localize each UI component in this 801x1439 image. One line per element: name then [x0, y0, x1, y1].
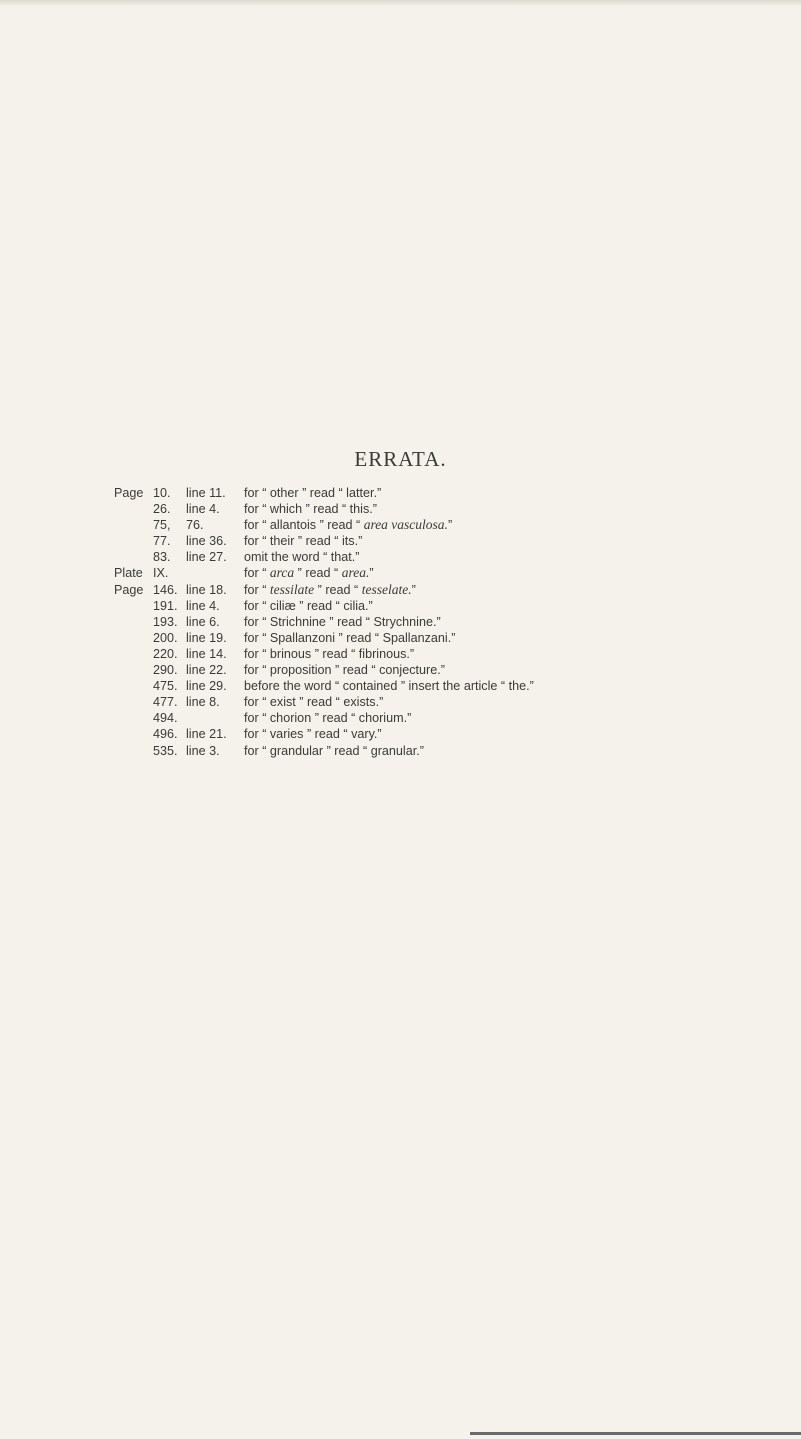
entry-line: line 18. — [186, 582, 227, 597]
entry-line: line 4. — [186, 598, 220, 613]
entry-italic-term: area. — [341, 565, 370, 581]
entry-correction — [244, 517, 452, 533]
entry-correction — [244, 630, 455, 646]
entry-correction — [244, 582, 416, 598]
entry-line: line 4. — [186, 502, 220, 517]
entry-label: Page — [114, 582, 144, 597]
entry-correction — [244, 694, 383, 710]
errata-row — [114, 582, 534, 598]
errata-row — [114, 598, 534, 614]
entry-label: Plate — [114, 566, 143, 581]
entry-page: 477. — [153, 695, 178, 710]
entry-italic-term: tesselate. — [361, 581, 412, 597]
entry-text: for “ varies ” read “ vary.” — [244, 727, 382, 742]
entry-label — [114, 710, 153, 726]
errata-row — [114, 533, 534, 549]
errata-row — [114, 646, 534, 662]
entry-label — [114, 549, 153, 565]
entry-text: for “ chorion ” read “ chorium.” — [244, 711, 412, 726]
entry-text: for “ Spallanzoni ” read “ Spallanzani.” — [244, 630, 456, 645]
entry-label — [114, 630, 153, 646]
entry-line: line 6. — [186, 614, 220, 629]
entry-page: IX. — [153, 566, 169, 581]
errata-row — [114, 549, 534, 565]
entry-correction — [244, 501, 377, 517]
entry-page: 191. — [153, 598, 178, 613]
entry-text: for “ grandular ” read “ granular.” — [244, 743, 424, 758]
entry-correction — [244, 662, 445, 678]
bottom-rule — [470, 1432, 801, 1435]
page-top-edge — [0, 0, 801, 6]
entry-line: line 3. — [186, 743, 220, 758]
errata-row — [114, 710, 534, 726]
errata-row — [114, 565, 534, 581]
entry-page: 146. — [153, 582, 178, 597]
entry-page: 83. — [153, 550, 171, 565]
entry-text: for “ ciliæ ” read “ cilia.” — [244, 598, 373, 613]
entry-line: line 14. — [186, 646, 227, 661]
entry-italic-term: area vasculosa. — [363, 517, 448, 533]
entry-page: 494. — [153, 711, 178, 726]
entry-line: line 11. — [186, 486, 226, 500]
entry-correction — [244, 485, 381, 501]
entry-label — [114, 533, 153, 549]
entry-page: 77. — [153, 534, 171, 549]
entry-label — [114, 646, 153, 662]
entry-line: line 8. — [186, 695, 220, 710]
errata-row — [114, 743, 534, 759]
entry-correction — [244, 646, 414, 662]
errata-row — [114, 614, 534, 630]
errata-row — [114, 485, 534, 501]
entry-label — [114, 743, 153, 759]
entry-text: for “ — [244, 566, 270, 581]
errata-row — [114, 501, 534, 517]
entry-text: ” read “ — [294, 566, 342, 581]
entry-label — [114, 501, 153, 517]
entry-line: 76. — [186, 518, 204, 533]
entry-correction — [244, 678, 534, 694]
entry-correction — [244, 565, 374, 581]
entry-line: line 27. — [186, 550, 227, 565]
entry-page: 496. — [153, 727, 178, 742]
entry-line: line 22. — [186, 663, 227, 678]
entry-label — [114, 517, 153, 533]
entry-correction — [244, 743, 424, 759]
errata-row — [114, 678, 534, 694]
entry-page: 10. — [153, 486, 171, 500]
entry-italic-term: tessilate — [269, 581, 315, 597]
entry-text: ” — [369, 566, 374, 581]
entry-label — [114, 694, 153, 710]
errata-row — [114, 694, 534, 710]
entry-page: 75, — [153, 518, 171, 533]
errata-row — [114, 630, 534, 646]
entry-label — [114, 598, 153, 614]
entry-text: omit the word “ that.” — [244, 550, 360, 565]
entry-text: ” read “ — [314, 582, 362, 597]
entry-page: 475. — [153, 679, 178, 694]
entry-label — [114, 662, 153, 678]
entry-text: ” — [411, 582, 416, 597]
entry-label — [114, 678, 153, 694]
entry-page: 26. — [153, 502, 171, 517]
entry-text: for “ their ” read “ its.” — [244, 534, 363, 549]
entry-correction — [244, 614, 441, 630]
entry-correction — [244, 598, 373, 614]
entry-text: for “ other ” read “ latter.” — [244, 486, 382, 500]
entry-page: 290. — [153, 663, 178, 678]
entry-text: ” — [447, 518, 453, 533]
entry-line: line 19. — [186, 630, 227, 645]
entry-label — [114, 614, 153, 630]
errata-list — [114, 485, 534, 759]
entry-label — [114, 726, 153, 742]
entry-page: 220. — [153, 646, 178, 661]
errata-row — [114, 517, 534, 533]
entry-text: for “ exist ” read “ exists.” — [244, 695, 384, 710]
entry-text: for “ — [244, 582, 270, 597]
errata-row — [114, 726, 534, 742]
entry-label: Page — [114, 486, 144, 500]
entry-text: for “ Strichnine ” read “ Strychnine.” — [244, 614, 441, 629]
page-title: ERRATA. — [354, 447, 447, 471]
entry-text: before the word “ contained ” insert the article “ the.” — [244, 679, 534, 694]
entry-correction — [244, 533, 362, 549]
entry-text: for “ allantois ” read “ — [244, 518, 364, 533]
entry-line: line 21. — [186, 727, 227, 742]
entry-text: for “ brinous ” read “ fibrinous.” — [244, 646, 415, 661]
entry-line — [186, 565, 244, 581]
entry-page: 535. — [153, 743, 178, 758]
errata-row — [114, 662, 534, 678]
entry-line — [186, 710, 244, 726]
entry-page: 200. — [153, 630, 178, 645]
entry-correction — [244, 726, 382, 742]
entry-page: 193. — [153, 614, 178, 629]
entry-correction — [244, 549, 359, 565]
entry-text: for “ which ” read “ this.” — [244, 502, 377, 517]
entry-line: line 36. — [186, 534, 227, 549]
entry-italic-term: arca — [269, 565, 295, 581]
entry-correction — [244, 710, 411, 726]
entry-text: for “ proposition ” read “ conjecture.” — [244, 663, 445, 678]
entry-line: line 29. — [186, 679, 227, 694]
